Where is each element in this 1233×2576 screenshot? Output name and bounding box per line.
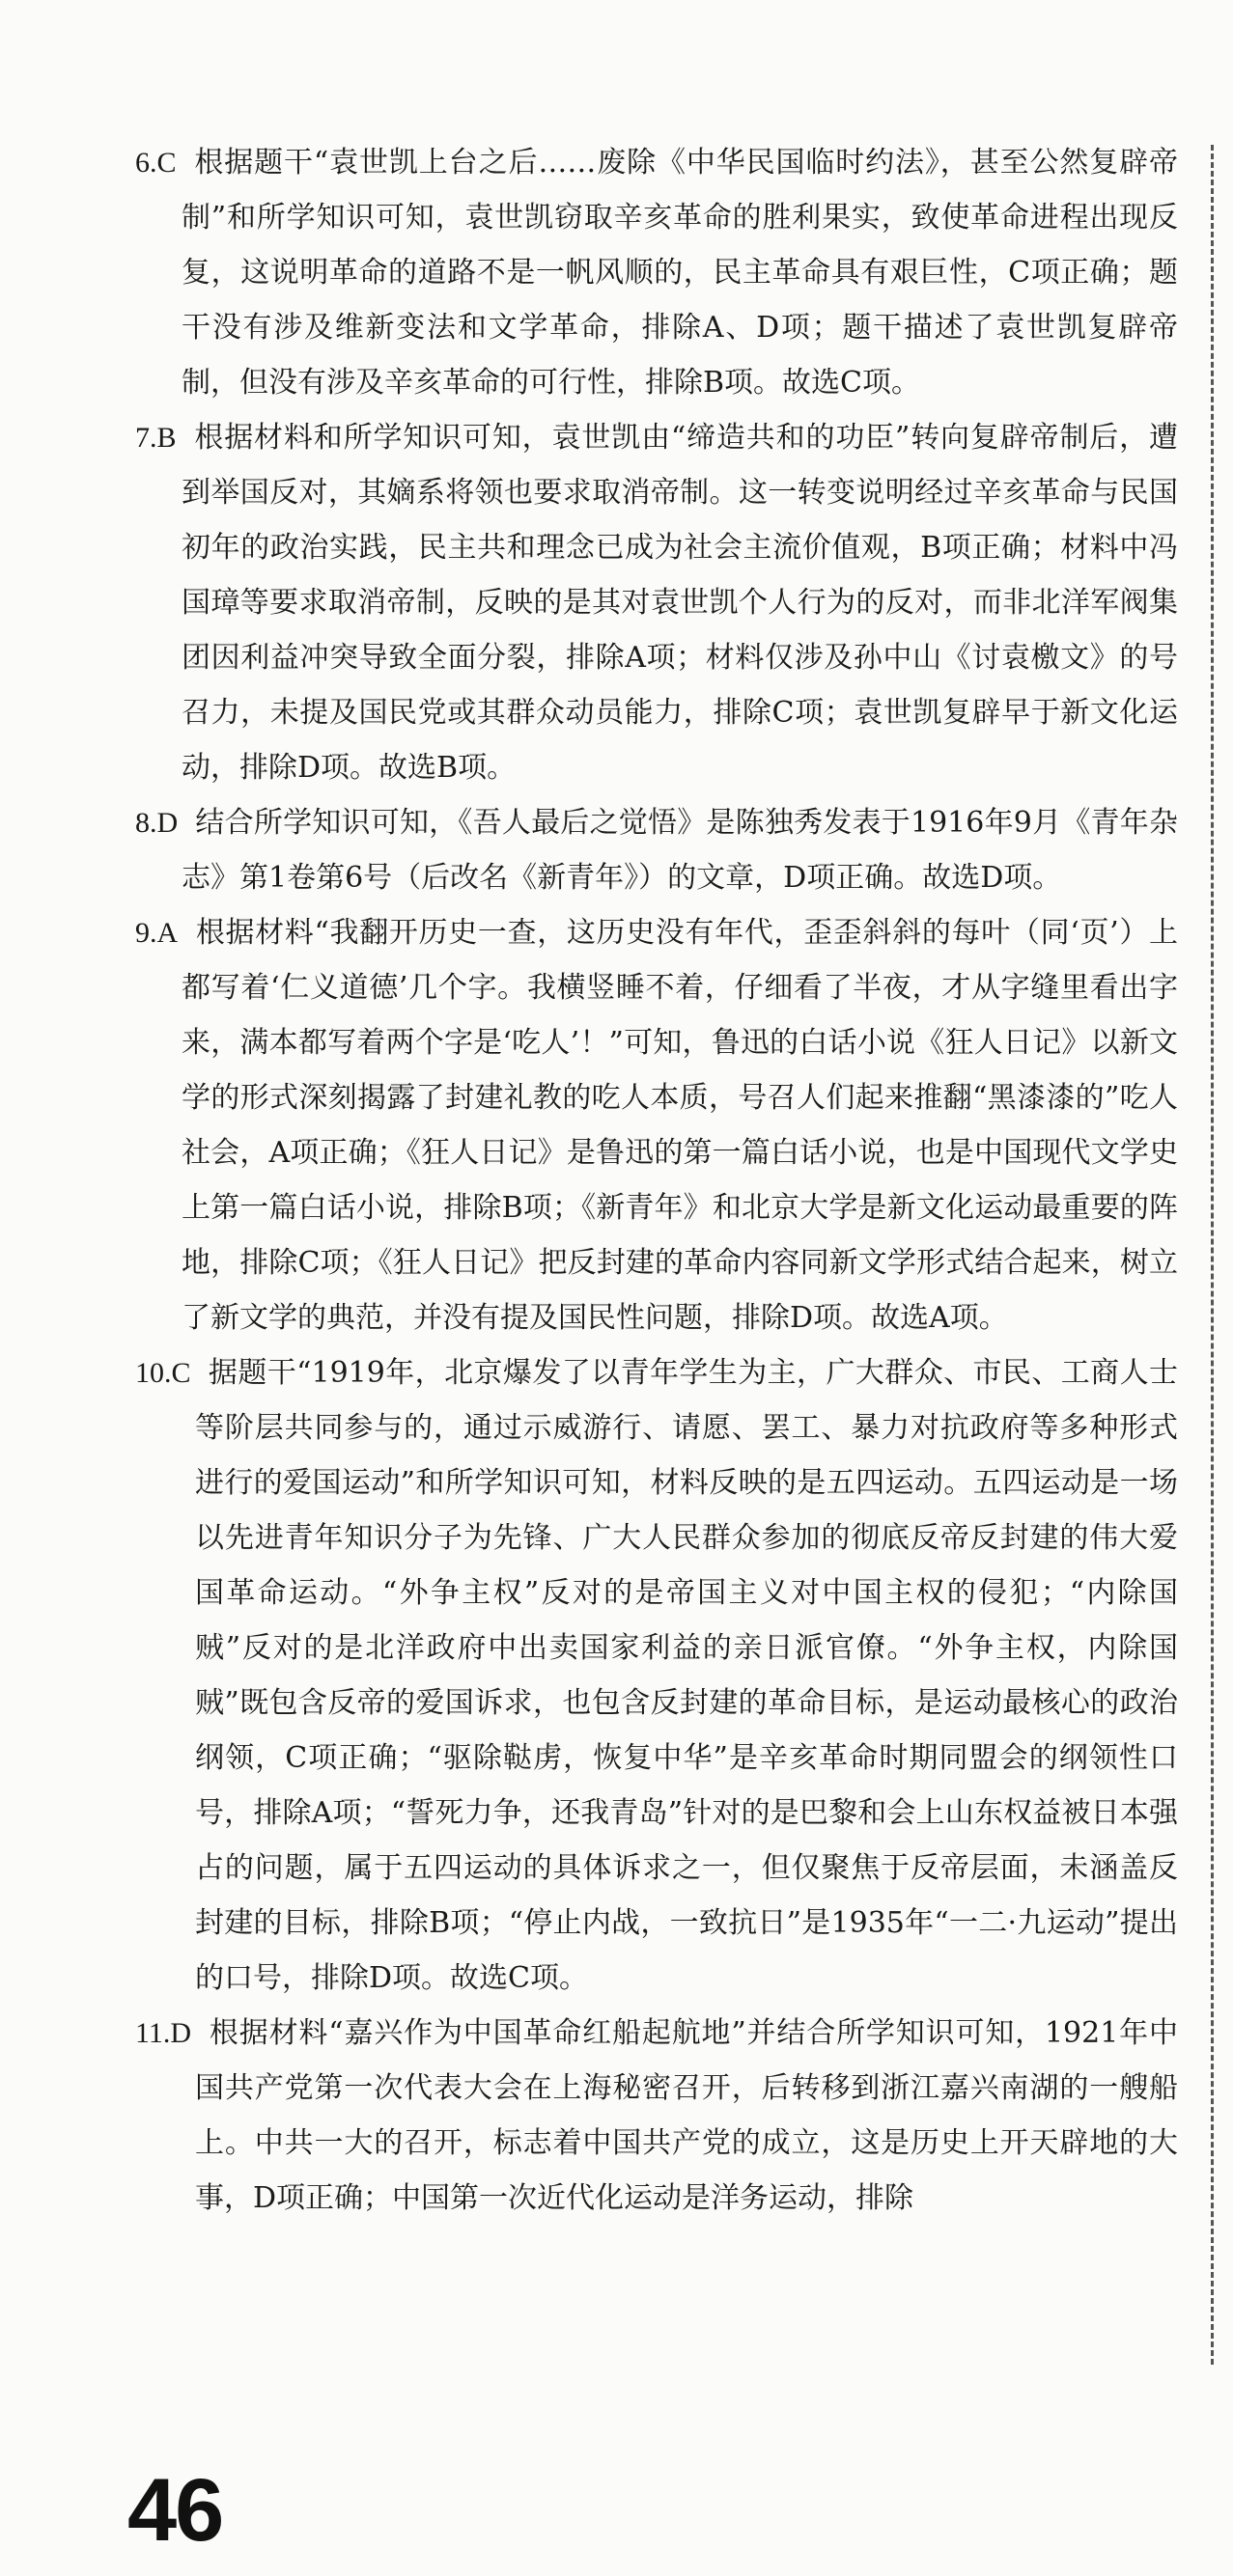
answer-text: 结合所学知识可知，《吾人最后之觉悟》是陈独秀发表于1916年9月《青年杂志》第1卷第6号（后改名《新青年》）的文章，D项正确。故选D项。 [182, 806, 1178, 895]
answer-item-9 [135, 905, 1178, 1345]
answer-number: 7.B [135, 422, 177, 454]
answer-text: 据题干“1919年，北京爆发了以青年学生为主，广大群众、市民、工商人士等阶层共同参与的，通过示威游行、请愿、罢工、暴力对抗政府等多种形式进行的爱国运动”和所学知识可知，材料反映的是五四运动。五四运动是一场以先进青年知识分子为先锋、广大人民群众参加的彻底反帝反封建的伟大爱国革命运动。“外争主权”反对的是帝国主义对中国主权的侵犯；“内除国贼”反对的是北洋政府中出卖国家利益的亲日派官僚。“外争主权，内除国贼”既包含反帝的爱国诉求，也包含反封建的革命目标，是运动最核心的政治纲领，C项正确；“驱除鞑虏，恢复中华”是辛亥革命时期同盟会的纲领性口号，排除A项；“誓死力争，还我青岛”针对的是巴黎和会上山东权益被日本强占的问题，属于五四运动的具体诉求之一，但仅聚焦于反帝层面，未涵盖反封建的目标，排除B项；“停止内战，一致抗日”是1935年“一二·九运动”提出的口号，排除D项。故选C项。 [195, 1356, 1178, 1995]
answer-item-6 [135, 135, 1178, 410]
answer-number: 6.C [135, 147, 177, 179]
fold-dashed-line [1211, 145, 1214, 2365]
answer-item-11 [135, 2006, 1178, 2226]
answer-number: 9.A [135, 917, 179, 949]
answer-number: 8.D [135, 807, 179, 839]
answer-item-10 [135, 1345, 1178, 2006]
answer-text: 根据题干“袁世凯上台之后……废除《中华民国临时约法》，甚至公然复辟帝制”和所学知识可知，袁世凯窃取辛亥革命的胜利果实，致使革命进程出现反复，这说明革命的道路不是一帆风顺的，民主革命具有艰巨性，C项正确；题干没有涉及维新变法和文学革命，排除A、D项；题干描述了袁世凯复辟帝制，但没有涉及辛亥革命的可行性，排除B项。故选C项。 [182, 146, 1178, 400]
answer-text: 根据材料“我翻开历史一查，这历史没有年代，歪歪斜斜的每叶（同‘页’）上都写着‘仁义道德’几个字。我横竖睡不着，仔细看了半夜，才从字缝里看出字来，满本都写着两个字是‘吃人’！”可知，鲁迅的白话小说《狂人日记》以新文学的形式深刻揭露了封建礼教的吃人本质，号召人们起来推翻“黑漆漆的”吃人社会，A项正确；《狂人日记》是鲁迅的第一篇白话小说，也是中国现代文学史上第一篇白话小说，排除B项；《新青年》和北京大学是新文化运动最重要的阵地，排除C项；《狂人日记》把反封建的革命内容同新文学形式结合起来，树立了新文学的典范，并没有提及国民性问题，排除D项。故选A项。 [182, 916, 1178, 1335]
page-number: 46 [127, 2461, 223, 2560]
answer-text: 根据材料和所学知识可知，袁世凯由“缔造共和的功臣”转向复辟帝制后，遭到举国反对，其嫡系将领也要求取消帝制。这一转变说明经过辛亥革命与民国初年的政治实践，民主共和理念已成为社会主流价值观，B项正确；材料中冯国璋等要求取消帝制，反映的是其对袁世凯个人行为的反对，而非北洋军阀集团因利益冲突导致全面分裂，排除A项；材料仅涉及孙中山《讨袁檄文》的号召力，未提及国民党或其群众动员能力，排除C项；袁世凯复辟早于新文化运动，排除D项。故选B项。 [182, 421, 1178, 785]
answer-number: 11.D [135, 2017, 192, 2049]
answer-list [135, 135, 1178, 2226]
answer-number: 10.C [135, 1357, 191, 1389]
answer-item-8 [135, 795, 1178, 905]
answer-item-7 [135, 410, 1178, 795]
answer-text: 根据材料“嘉兴作为中国革命红船起航地”并结合所学知识可知，1921年中国共产党第一次代表大会在上海秘密召开，后转移到浙江嘉兴南湖的一艘船上。中共一大的召开，标志着中国共产党的成立，这是历史上开天辟地的大事，D项正确；中国第一次近代化运动是洋务运动，排除 [195, 2016, 1178, 2215]
